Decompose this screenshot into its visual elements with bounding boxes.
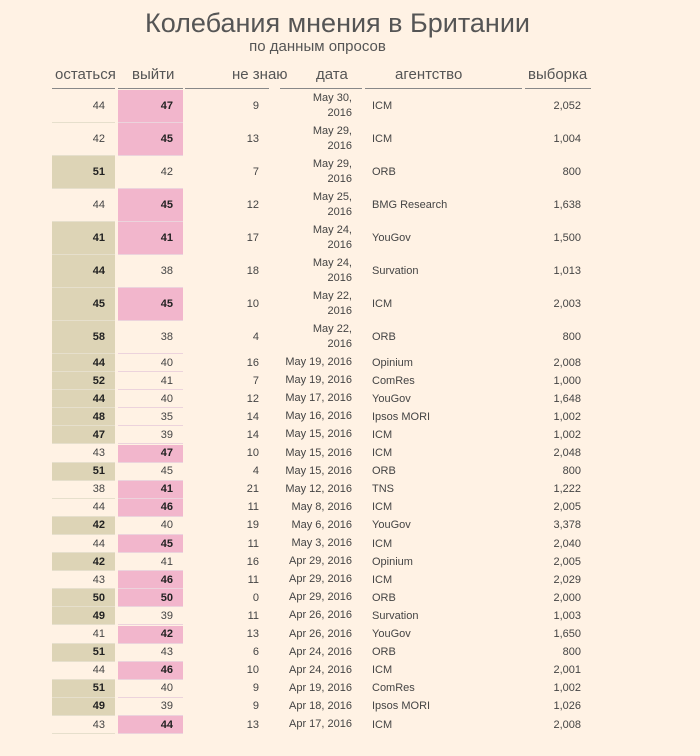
agency-cell: ORB <box>372 591 396 604</box>
date-text: May 12, 2016 <box>285 482 352 495</box>
dont-know-cell: 13 <box>246 628 259 641</box>
agency-cell: ORB <box>372 646 396 659</box>
table-row <box>0 644 700 662</box>
agency-cell: ComRes <box>372 374 415 387</box>
date-text: May 19, 2016 <box>285 374 352 387</box>
date-cell <box>280 535 362 552</box>
table-row <box>0 354 700 372</box>
table-row <box>0 288 700 321</box>
sample-cell: 1,638 <box>553 199 581 211</box>
date-cell <box>280 156 362 188</box>
remain-cell: 44 <box>52 354 115 371</box>
leave-cell: 45 <box>118 123 183 155</box>
sample-cell: 800 <box>562 331 581 343</box>
agency-cell: ICM <box>372 537 393 550</box>
agency-cell: YouGov <box>372 628 411 641</box>
leave-cell: 45 <box>160 465 173 478</box>
date-cell <box>280 499 362 516</box>
date-text: May 24, 2016 <box>312 257 352 284</box>
header-divider <box>52 88 115 89</box>
sample-cell: 1,650 <box>553 628 581 641</box>
table-row <box>0 189 700 222</box>
remain-cell: 44 <box>92 537 105 550</box>
date-cell <box>280 390 362 407</box>
dont-know-cell: 14 <box>246 410 259 423</box>
leave-cell: 35 <box>160 410 173 423</box>
table-row <box>0 90 700 123</box>
table-row <box>0 463 700 481</box>
date-cell <box>280 626 362 643</box>
remain-cell: 44 <box>52 255 115 287</box>
sample-cell: 2,029 <box>553 573 581 586</box>
header-divider <box>118 88 183 89</box>
leave-cell: 45 <box>118 535 183 552</box>
date-text: May 29, 2016 <box>312 158 352 185</box>
dont-know-cell: 0 <box>252 591 259 604</box>
sample-cell: 1,013 <box>553 265 581 277</box>
row-divider <box>52 733 115 734</box>
sample-cell: 2,001 <box>553 664 581 677</box>
sample-cell: 1,026 <box>553 700 581 713</box>
agency-cell: ICM <box>372 298 393 310</box>
date-text: Apr 29, 2016 <box>289 591 352 604</box>
agency-cell: YouGov <box>372 392 411 405</box>
date-text: May 15, 2016 <box>285 446 352 459</box>
table-row <box>0 626 700 644</box>
sample-cell: 1,002 <box>553 428 581 441</box>
dont-know-cell: 10 <box>246 298 259 310</box>
table-row <box>0 662 700 680</box>
agency-cell: Opinium <box>372 555 413 568</box>
table-row <box>0 445 700 463</box>
date-text: Apr 24, 2016 <box>289 663 352 676</box>
agency-cell: YouGov <box>372 232 411 244</box>
table-row <box>0 481 700 499</box>
date-text: May 22, 2016 <box>312 323 352 350</box>
remain-cell: 44 <box>92 199 105 211</box>
dont-know-cell: 10 <box>246 664 259 677</box>
date-cell <box>280 716 362 733</box>
leave-cell: 41 <box>160 374 173 387</box>
agency-cell: ORB <box>372 331 396 343</box>
dont-know-cell: 12 <box>246 392 259 405</box>
date-cell <box>280 189 362 221</box>
date-cell <box>280 255 362 287</box>
dont-know-cell: 17 <box>246 232 259 244</box>
date-cell <box>280 288 362 320</box>
agency-cell: ICM <box>372 573 393 586</box>
sample-cell: 2,003 <box>553 298 581 310</box>
remain-cell: 48 <box>52 408 115 425</box>
sample-cell: 1,222 <box>553 483 581 496</box>
sample-cell: 800 <box>562 646 581 659</box>
dont-know-cell: 11 <box>247 573 259 586</box>
agency-cell: Ipsos MORI <box>372 410 431 423</box>
remain-cell: 51 <box>52 644 115 661</box>
sample-cell: 800 <box>562 465 581 478</box>
date-text: Apr 29, 2016 <box>289 573 352 586</box>
table-row <box>0 571 700 589</box>
date-cell <box>280 571 362 588</box>
date-text: Apr 26, 2016 <box>289 609 352 622</box>
dont-know-cell: 7 <box>252 374 259 387</box>
remain-cell: 45 <box>52 288 115 320</box>
remain-cell: 42 <box>52 517 115 534</box>
date-cell <box>280 445 362 462</box>
remain-cell: 58 <box>52 321 115 353</box>
table-row <box>0 156 700 189</box>
date-text: May 6, 2016 <box>291 518 352 531</box>
table-row <box>0 321 700 354</box>
sample-cell: 1,003 <box>553 609 581 622</box>
date-cell <box>280 372 362 389</box>
table-row <box>0 698 700 716</box>
header-divider <box>280 88 362 89</box>
leave-cell: 41 <box>160 555 173 568</box>
agency-cell: Survation <box>372 265 419 277</box>
leave-cell: 41 <box>118 222 183 254</box>
date-text: Apr 19, 2016 <box>289 681 352 694</box>
sample-cell: 2,008 <box>553 718 581 731</box>
table-row <box>0 553 700 571</box>
agency-cell: ORB <box>372 465 396 478</box>
row-divider <box>118 733 183 734</box>
table-row <box>0 680 700 698</box>
remain-cell: 43 <box>92 718 105 731</box>
sample-cell: 2,008 <box>553 356 581 369</box>
table-row <box>0 372 700 390</box>
remain-cell: 44 <box>92 100 105 112</box>
leave-cell: 47 <box>118 90 183 122</box>
remain-cell: 50 <box>52 589 115 606</box>
column-header-date: дата <box>316 66 348 83</box>
leave-cell: 38 <box>160 331 173 343</box>
leave-cell: 44 <box>118 716 183 733</box>
dont-know-cell: 6 <box>252 646 259 659</box>
leave-cell: 46 <box>118 499 183 516</box>
dont-know-cell: 16 <box>246 356 259 369</box>
sample-cell: 1,004 <box>553 133 581 145</box>
sample-cell: 1,500 <box>553 232 581 244</box>
dont-know-cell: 13 <box>246 133 259 145</box>
date-text: May 25, 2016 <box>312 191 352 218</box>
table-row <box>0 607 700 625</box>
agency-cell: ICM <box>372 501 393 514</box>
date-text: Apr 29, 2016 <box>289 555 352 568</box>
table-row <box>0 255 700 288</box>
agency-cell: TNS <box>372 483 394 496</box>
dont-know-cell: 4 <box>252 465 259 478</box>
header-divider <box>365 88 522 89</box>
sample-cell: 2,005 <box>553 501 581 514</box>
remain-cell: 44 <box>52 390 115 407</box>
date-cell <box>280 517 362 534</box>
remain-cell: 44 <box>92 664 105 677</box>
leave-cell: 47 <box>118 445 183 462</box>
leave-cell: 40 <box>160 682 173 695</box>
agency-cell: Opinium <box>372 356 413 369</box>
leave-cell: 39 <box>160 609 173 622</box>
column-header-sample: выборка <box>528 66 588 83</box>
dont-know-cell: 10 <box>246 447 259 460</box>
dont-know-cell: 11 <box>247 609 259 622</box>
sample-cell: 2,040 <box>553 537 581 550</box>
leave-cell: 50 <box>118 589 183 606</box>
date-cell <box>280 90 362 122</box>
header-divider <box>525 88 591 89</box>
date-cell <box>280 426 362 443</box>
sample-cell: 1,648 <box>553 392 581 405</box>
date-text: May 17, 2016 <box>285 392 352 405</box>
leave-cell: 40 <box>160 356 173 369</box>
date-text: May 19, 2016 <box>285 356 352 369</box>
column-header-agency: агентство <box>395 66 463 83</box>
date-cell <box>280 408 362 425</box>
dont-know-cell: 4 <box>252 331 259 343</box>
date-text: May 29, 2016 <box>312 125 352 152</box>
agency-cell: ICM <box>372 718 393 731</box>
date-cell <box>280 698 362 715</box>
dont-know-cell: 9 <box>252 700 259 713</box>
agency-cell: YouGov <box>372 519 411 532</box>
dont-know-cell: 13 <box>246 718 259 731</box>
remain-cell: 49 <box>52 607 115 624</box>
date-text: Apr 17, 2016 <box>289 718 352 731</box>
remain-cell: 41 <box>52 222 115 254</box>
remain-cell: 52 <box>52 372 115 389</box>
chart-subtitle: по данным опросов <box>249 38 386 55</box>
column-header-leave: выйти <box>132 66 175 83</box>
date-cell <box>280 644 362 661</box>
date-cell <box>280 222 362 254</box>
sample-cell: 1,000 <box>553 374 581 387</box>
dont-know-cell: 9 <box>252 100 259 112</box>
dont-know-cell: 7 <box>252 166 259 178</box>
table-row <box>0 517 700 535</box>
leave-cell: 46 <box>118 571 183 588</box>
agency-cell: ICM <box>372 447 393 460</box>
agency-cell: ICM <box>372 133 393 145</box>
date-text: May 15, 2016 <box>285 428 352 441</box>
sample-cell: 2,000 <box>553 591 581 604</box>
date-cell <box>280 463 362 480</box>
date-text: Apr 26, 2016 <box>289 627 352 640</box>
sample-cell: 2,005 <box>553 555 581 568</box>
column-header-remain: остаться <box>55 66 116 83</box>
sample-cell: 2,048 <box>553 447 581 460</box>
date-text: May 15, 2016 <box>285 464 352 477</box>
agency-cell: ICM <box>372 100 393 112</box>
date-text: May 30, 2016 <box>312 92 352 119</box>
leave-cell: 45 <box>118 288 183 320</box>
leave-cell: 46 <box>118 662 183 679</box>
leave-cell: 39 <box>160 428 173 441</box>
remain-cell: 42 <box>52 553 115 570</box>
leave-cell: 39 <box>160 700 173 713</box>
date-cell <box>280 481 362 498</box>
leave-cell: 45 <box>118 189 183 221</box>
remain-cell: 43 <box>92 573 105 586</box>
remain-cell: 43 <box>92 447 105 460</box>
table-row <box>0 123 700 156</box>
dont-know-cell: 11 <box>247 537 259 550</box>
dont-know-cell: 11 <box>247 501 259 514</box>
date-cell <box>280 680 362 697</box>
table-row <box>0 716 700 734</box>
table-row <box>0 390 700 408</box>
sample-cell: 800 <box>562 166 581 178</box>
agency-cell: Survation <box>372 609 419 622</box>
date-cell <box>280 553 362 570</box>
dont-know-cell: 14 <box>246 428 259 441</box>
leave-cell: 41 <box>118 481 183 498</box>
header-divider <box>185 88 269 89</box>
agency-cell: ComRes <box>372 682 415 695</box>
remain-cell: 41 <box>92 628 105 641</box>
leave-cell: 43 <box>160 646 173 659</box>
date-cell <box>280 662 362 679</box>
date-text: May 3, 2016 <box>291 537 352 550</box>
sample-cell: 2,052 <box>553 100 581 112</box>
date-cell <box>280 321 362 353</box>
agency-cell: ICM <box>372 428 393 441</box>
date-cell <box>280 354 362 371</box>
table-row <box>0 535 700 553</box>
date-cell <box>280 589 362 606</box>
remain-cell: 51 <box>52 156 115 188</box>
date-text: May 22, 2016 <box>312 290 352 317</box>
date-cell <box>280 607 362 624</box>
table-row <box>0 589 700 607</box>
date-text: May 16, 2016 <box>285 410 352 423</box>
remain-cell: 49 <box>52 698 115 715</box>
table-row <box>0 408 700 426</box>
dont-know-cell: 12 <box>246 199 259 211</box>
table-row <box>0 499 700 517</box>
leave-cell: 40 <box>160 392 173 405</box>
agency-cell: ICM <box>372 664 393 677</box>
date-cell <box>280 123 362 155</box>
leave-cell: 42 <box>118 626 183 643</box>
remain-cell: 51 <box>52 680 115 697</box>
chart-title: Колебания мнения в Британии <box>144 8 530 38</box>
dont-know-cell: 19 <box>246 519 259 532</box>
agency-cell: Ipsos MORI <box>372 700 431 713</box>
remain-cell: 51 <box>52 463 115 480</box>
table-row <box>0 222 700 255</box>
date-text: May 8, 2016 <box>291 500 352 513</box>
date-text: May 24, 2016 <box>312 224 352 251</box>
dont-know-cell: 18 <box>246 265 259 277</box>
agency-cell: BMG Research <box>372 199 448 211</box>
remain-cell: 38 <box>92 483 105 496</box>
agency-cell: ORB <box>372 166 396 178</box>
remain-cell: 47 <box>52 426 115 443</box>
remain-cell: 42 <box>92 133 105 145</box>
remain-cell: 44 <box>92 501 105 514</box>
dont-know-cell: 16 <box>246 555 259 568</box>
leave-cell: 42 <box>160 166 173 178</box>
leave-cell: 38 <box>160 265 173 277</box>
dont-know-cell: 21 <box>246 483 259 496</box>
leave-cell: 40 <box>160 519 173 532</box>
dont-know-cell: 9 <box>252 682 259 695</box>
date-text: Apr 24, 2016 <box>289 645 352 658</box>
sample-cell: 1,002 <box>553 682 581 695</box>
date-text: Apr 18, 2016 <box>289 699 352 712</box>
table-row <box>0 426 700 444</box>
column-header-dont-know: не знаю <box>232 66 288 83</box>
sample-cell: 3,378 <box>553 519 581 532</box>
sample-cell: 1,002 <box>553 410 581 423</box>
